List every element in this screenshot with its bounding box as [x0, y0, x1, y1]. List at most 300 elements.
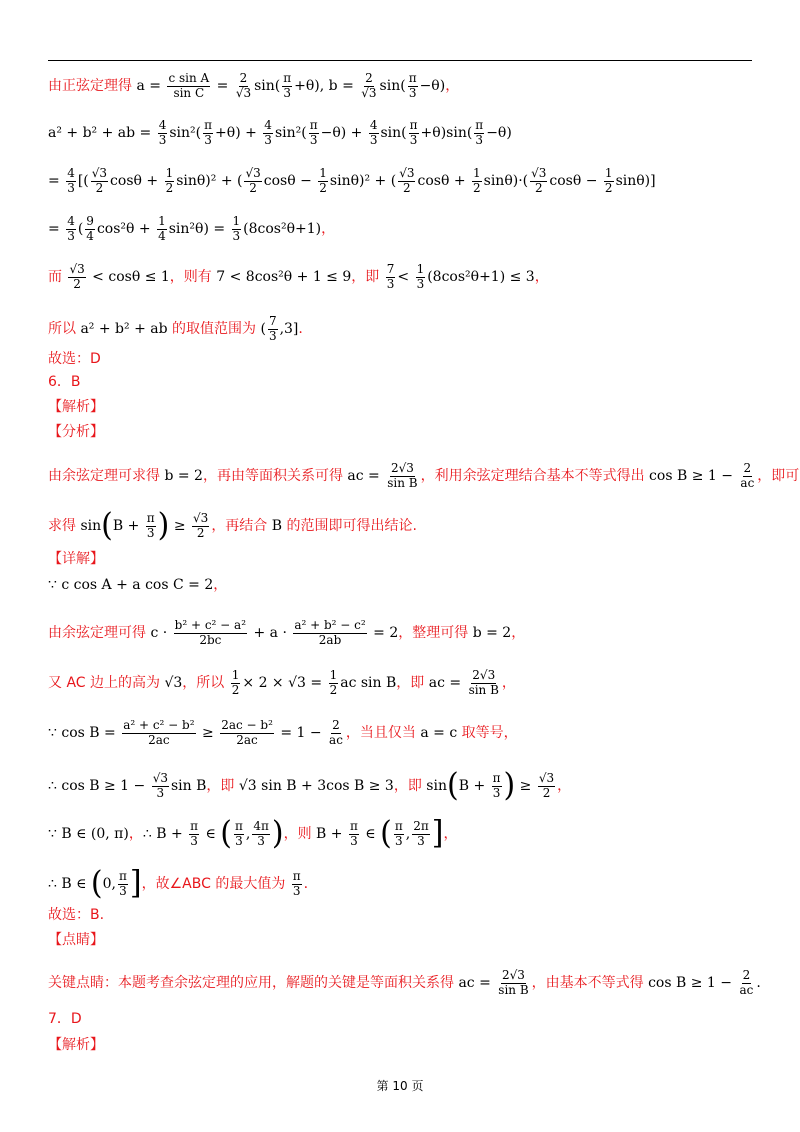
- fraction-numerator: π: [190, 818, 199, 833]
- explanation-text: ，则: [283, 825, 317, 842]
- math-expression: +θ)sin(: [420, 124, 473, 141]
- fraction-denominator: 2: [231, 682, 240, 697]
- big-bracket: ]: [431, 815, 444, 852]
- text-line: [48, 669, 516, 698]
- fraction-denominator: 3: [146, 525, 155, 540]
- fraction-numerator: π: [235, 818, 243, 833]
- math-expression: =: [48, 220, 65, 237]
- math-expression: B +: [316, 825, 347, 842]
- math-expression: −θ): [419, 77, 446, 94]
- fraction-denominator: 3: [292, 883, 301, 898]
- fraction-numerator: 9: [86, 214, 94, 228]
- fraction-denominator: 4: [158, 228, 166, 243]
- explanation-text: 由正弦定理得: [48, 77, 137, 94]
- fraction: [165, 167, 175, 196]
- fraction-denominator: 3: [204, 132, 212, 147]
- text-line: [48, 351, 101, 368]
- fraction-denominator: 3: [309, 132, 318, 147]
- fraction-denominator: 2bc: [199, 632, 222, 647]
- math-expression: a = c: [420, 724, 458, 741]
- fraction-denominator: 2: [95, 180, 104, 195]
- explanation-text: ，即可: [757, 467, 800, 484]
- math-expression: √3: [164, 674, 183, 691]
- text-line: [48, 932, 104, 949]
- explanation-text: ，: [443, 825, 458, 842]
- fraction-numerator: 1: [473, 166, 481, 180]
- math-expression: cos²θ +: [96, 220, 156, 237]
- fraction-numerator: a² + c² − b²: [123, 718, 195, 732]
- fraction: [232, 215, 242, 244]
- fraction: [360, 72, 377, 101]
- fraction-denominator: 3: [190, 833, 198, 848]
- fraction-numerator: 1: [416, 262, 425, 276]
- fraction: [252, 820, 270, 849]
- fraction-numerator: 4π: [253, 818, 269, 833]
- explanation-text: ，: [501, 674, 516, 691]
- fraction-denominator: 2: [473, 180, 481, 195]
- math-expression: ac =: [428, 674, 466, 691]
- fraction-numerator: π: [146, 510, 155, 525]
- math-expression: −θ): [486, 124, 512, 141]
- explanation-text: 【分析】: [48, 424, 104, 440]
- math-expression: ∈: [201, 825, 221, 842]
- math-expression: = 1 −: [275, 724, 327, 741]
- math-expression: B +: [112, 517, 144, 534]
- explanation-text: 6．B: [48, 374, 81, 390]
- text-line: [48, 374, 81, 391]
- fraction-denominator: ac: [740, 475, 755, 490]
- math-expression: sin(: [380, 124, 407, 141]
- math-expression: cosθ −: [263, 172, 317, 189]
- fraction-numerator: π: [283, 71, 292, 85]
- math-expression: sin: [426, 777, 447, 794]
- fraction-numerator: 1: [329, 668, 338, 682]
- explanation-text: 故选：B.: [48, 907, 105, 923]
- fraction-denominator: 2: [73, 276, 81, 291]
- fraction: [416, 263, 426, 292]
- math-expression: =: [48, 172, 65, 189]
- fraction-numerator: √3: [531, 166, 547, 180]
- fraction-numerator: 1: [158, 214, 166, 228]
- fraction: [234, 820, 244, 849]
- explanation-text: 7．D: [48, 1011, 82, 1027]
- fraction: [263, 119, 273, 148]
- fraction-numerator: 2: [742, 968, 751, 982]
- fraction: [369, 119, 379, 148]
- fraction: [409, 119, 419, 148]
- fraction: [309, 119, 319, 148]
- fraction-denominator: sin B: [387, 475, 418, 490]
- math-expression: + a ·: [249, 624, 292, 641]
- math-expression: (8cos²θ+1) ≤ 3: [427, 268, 535, 285]
- fraction: [203, 119, 213, 148]
- fraction: [189, 820, 199, 849]
- text-line: [48, 399, 104, 416]
- header-rule: [48, 60, 752, 61]
- big-bracket: ): [503, 767, 516, 804]
- explanation-text: ，: [557, 777, 572, 794]
- text-line: [48, 167, 656, 196]
- fraction: [349, 820, 359, 849]
- fraction-denominator: 3: [156, 785, 165, 800]
- explanation-text: 关键点睛：本题考查余弦定理的应用，解题的关键是等面积关系得: [48, 974, 459, 991]
- fraction-denominator: 3: [409, 132, 418, 147]
- fraction-denominator: 3: [475, 132, 484, 147]
- text-line: [48, 215, 335, 244]
- fraction-numerator: c sin A: [168, 71, 210, 85]
- fraction: [158, 119, 168, 148]
- fraction-numerator: √3: [69, 262, 85, 276]
- fraction-numerator: √3: [538, 770, 555, 785]
- text-line: [48, 462, 799, 491]
- math-expression: 0,: [102, 875, 116, 892]
- fraction-denominator: 2: [542, 785, 551, 800]
- fraction-denominator: 2ab: [318, 632, 342, 647]
- explanation-text: 【详解】: [48, 551, 104, 567]
- fraction-numerator: π: [408, 71, 417, 85]
- math-expression: (: [260, 320, 266, 337]
- fraction: [329, 669, 339, 698]
- fraction-numerator: √3: [91, 166, 108, 180]
- fraction-numerator: 4: [67, 166, 75, 180]
- fraction-numerator: 1: [231, 668, 240, 682]
- fraction-numerator: √3: [399, 166, 415, 180]
- math-expression: ac =: [458, 974, 496, 991]
- math-expression: < cosθ ≤ 1: [87, 268, 170, 285]
- math-expression: a² + b² + ab =: [48, 124, 156, 141]
- fraction-denominator: 2: [249, 180, 257, 195]
- explanation-text: 的取值范围为: [167, 320, 261, 337]
- page-number: 第 10 页: [376, 1079, 424, 1093]
- math-expression: .: [756, 974, 761, 991]
- fraction-denominator: 3: [386, 276, 395, 291]
- fraction-denominator: √3: [235, 85, 252, 100]
- explanation-text: ，即: [396, 674, 429, 691]
- text-line: [48, 969, 761, 998]
- fraction: [492, 772, 502, 801]
- math-expression: sinθ)² + (: [329, 172, 397, 189]
- fraction-numerator: π: [309, 118, 318, 132]
- fraction-numerator: π: [394, 818, 403, 833]
- fraction-numerator: 2: [743, 461, 752, 475]
- fraction-numerator: π: [492, 770, 501, 785]
- math-expression: B: [271, 517, 283, 534]
- fraction-denominator: ac: [329, 732, 343, 747]
- explanation-text: ，再由等面积关系可得: [202, 467, 348, 484]
- explanation-text: ，整理可得: [398, 624, 473, 641]
- text-line: [48, 815, 458, 852]
- math-expression: a² + b² + ab: [80, 320, 168, 337]
- fraction-numerator: 2√3: [472, 668, 496, 682]
- fraction: [468, 669, 500, 698]
- math-expression: =: [212, 77, 233, 94]
- fraction: [118, 870, 128, 899]
- fraction-denominator: 3: [235, 833, 243, 848]
- math-expression: cosθ +: [110, 172, 163, 189]
- explanation-text: ，所以: [182, 674, 229, 691]
- fraction: [293, 619, 366, 648]
- fraction-denominator: 3: [232, 228, 241, 243]
- fraction-denominator: 2ac: [148, 732, 170, 747]
- fraction: [497, 969, 529, 998]
- math-expression: (: [77, 220, 84, 237]
- math-expression: c ·: [150, 624, 172, 641]
- fraction: [91, 167, 108, 196]
- explanation-text: ，当且仅当: [345, 724, 421, 741]
- fraction: [604, 167, 614, 196]
- big-bracket: ]: [129, 865, 142, 902]
- fraction-denominator: 2: [534, 180, 543, 195]
- explanation-text: ，: [511, 624, 526, 641]
- fraction-denominator: 3: [417, 833, 425, 848]
- fraction-numerator: 1: [604, 166, 613, 180]
- fraction-numerator: √3: [193, 510, 209, 525]
- math-expression: [(: [77, 172, 89, 189]
- explanation-text: 的范围即可得出结论.: [282, 517, 417, 534]
- fraction-denominator: sin B: [468, 682, 499, 697]
- explanation-text: 【解析】: [48, 1037, 104, 1053]
- fraction-numerator: 2ac − b²: [221, 718, 273, 732]
- math-expression: ∴ B +: [142, 825, 188, 842]
- fraction-numerator: π: [409, 118, 418, 132]
- fraction-denominator: 3: [119, 883, 127, 898]
- fraction: [739, 462, 755, 491]
- math-expression: sinθ)·(: [483, 172, 529, 189]
- math-expression: <: [397, 268, 414, 285]
- math-expression: ≥: [169, 517, 191, 534]
- math-expression: sinθ)]: [615, 172, 656, 189]
- explanation-text: ，再结合: [211, 517, 272, 534]
- math-expression: sin(: [254, 77, 281, 94]
- math-expression: b = 2: [472, 624, 512, 641]
- fraction-numerator: √3: [152, 770, 168, 785]
- fraction-numerator: 2√3: [502, 968, 525, 982]
- math-expression: 7 < 8cos²θ + 1 ≤ 9: [216, 268, 352, 285]
- fraction-numerator: π: [475, 118, 484, 132]
- fraction-numerator: 1: [165, 166, 174, 180]
- math-expression: ≥: [197, 724, 219, 741]
- fraction: [68, 263, 85, 292]
- explanation-text: ，: [213, 577, 228, 593]
- explanation-text: 而: [48, 268, 67, 285]
- fraction-numerator: 7: [268, 314, 277, 328]
- fraction-denominator: 3: [408, 85, 417, 100]
- math-expression: ∵ c cos A + a cos C = 2: [48, 577, 214, 593]
- fraction-denominator: 3: [257, 833, 265, 848]
- fraction-denominator: 3: [67, 180, 75, 195]
- fraction-numerator: b² + c² − a²: [174, 618, 247, 632]
- fraction-denominator: 4: [86, 228, 94, 243]
- fraction: [122, 719, 195, 748]
- text-line: [48, 619, 525, 648]
- big-bracket: (: [90, 865, 103, 902]
- fraction: [235, 72, 252, 101]
- fraction-numerator: 4: [158, 118, 167, 132]
- math-expression: √3 sin B + 3cos B ≥ 3: [238, 777, 394, 794]
- math-expression: (8cos²θ+1): [243, 220, 322, 237]
- fraction: [66, 167, 76, 196]
- explanation-text: ，即: [206, 777, 239, 794]
- math-expression: a =: [136, 77, 166, 94]
- explanation-text: 【解析】: [48, 399, 104, 415]
- fraction: [538, 772, 555, 801]
- text-line: [48, 767, 572, 804]
- fraction-denominator: 2: [329, 682, 338, 697]
- explanation-text: ，由基本不等式得: [531, 974, 649, 991]
- fraction-numerator: 2: [332, 718, 340, 732]
- explanation-text: ，: [128, 825, 143, 842]
- explanation-text: ，: [445, 77, 460, 94]
- text-line: [48, 1011, 82, 1028]
- math-expression: sin²(: [274, 124, 307, 141]
- math-expression: sin B: [171, 777, 207, 794]
- fraction: [394, 820, 404, 849]
- fraction-denominator: 2: [196, 525, 205, 540]
- math-expression: ≥: [515, 777, 536, 794]
- math-expression: ac =: [347, 467, 385, 484]
- fraction-numerator: √3: [245, 166, 261, 180]
- math-expression: = 2: [368, 624, 399, 641]
- fraction-numerator: 4: [264, 118, 272, 132]
- fraction: [386, 263, 396, 292]
- explanation-text: 由余弦定理可求得: [48, 467, 165, 484]
- fraction: [157, 215, 167, 244]
- math-expression: cos B ≥ 1 −: [648, 974, 737, 991]
- big-bracket: (: [220, 815, 232, 852]
- math-expression: ∴ B ∈: [48, 875, 91, 892]
- math-expression: ,: [245, 825, 251, 842]
- fraction: [85, 215, 95, 244]
- explanation-text: 取等号，: [457, 724, 518, 741]
- fraction: [530, 167, 547, 196]
- text-line: [48, 119, 512, 148]
- fraction-denominator: 3: [283, 85, 292, 100]
- big-bracket: ): [271, 815, 284, 852]
- math-expression: +θ), b =: [294, 77, 359, 94]
- fraction-denominator: 3: [158, 132, 167, 147]
- fraction-denominator: sin C: [173, 85, 205, 100]
- fraction-numerator: 2√3: [390, 461, 414, 475]
- fraction: [282, 72, 292, 101]
- fraction: [167, 72, 210, 101]
- fraction: [146, 512, 156, 541]
- fraction: [318, 167, 328, 196]
- explanation-text: ，即: [351, 268, 384, 285]
- fraction-denominator: 2: [319, 180, 327, 195]
- big-bracket: (: [101, 507, 113, 544]
- math-expression: ∵ cos B =: [48, 724, 121, 741]
- fraction-numerator: 4: [369, 118, 378, 132]
- fraction-denominator: 2: [165, 180, 174, 195]
- text-line: [48, 1037, 104, 1054]
- fraction: [474, 119, 484, 148]
- explanation-text: 【点睛】: [48, 932, 104, 948]
- fraction-numerator: π: [204, 118, 213, 132]
- math-expression: sin: [80, 517, 102, 534]
- big-bracket: ): [157, 507, 170, 544]
- text-line: [48, 315, 303, 344]
- text-line: [48, 907, 104, 924]
- fraction: [292, 870, 302, 899]
- fraction-denominator: 3: [268, 328, 277, 343]
- fraction: [398, 167, 415, 196]
- fraction: [192, 512, 209, 541]
- text-line: [48, 72, 459, 101]
- math-expression: sin²(: [169, 124, 202, 141]
- fraction-denominator: 3: [67, 228, 75, 243]
- math-expression: × 2 × √3 =: [242, 674, 327, 691]
- fraction-numerator: 4: [67, 214, 75, 228]
- fraction: [152, 772, 169, 801]
- fraction-numerator: 1: [319, 166, 327, 180]
- fraction-numerator: 7: [386, 262, 395, 276]
- text-line: [48, 507, 417, 544]
- text-line: [48, 719, 518, 748]
- fraction-denominator: 3: [264, 132, 272, 147]
- explanation-text: .: [298, 320, 303, 337]
- fraction: [231, 669, 241, 698]
- explanation-text: ，利用余弦定理结合基本不等式得出: [420, 467, 650, 484]
- fraction: [386, 462, 418, 491]
- text-line: [48, 424, 104, 441]
- fraction-numerator: a² + b² − c²: [294, 618, 366, 632]
- fraction: [408, 72, 418, 101]
- explanation-text: .: [303, 875, 309, 892]
- fraction-denominator: ac: [739, 982, 754, 997]
- fraction-denominator: sin B: [498, 982, 529, 997]
- fraction-denominator: 2ac: [236, 732, 258, 747]
- math-expression: ∈: [360, 825, 381, 842]
- math-expression: cosθ +: [417, 172, 470, 189]
- fraction-numerator: 1: [232, 214, 241, 228]
- fraction: [66, 215, 76, 244]
- math-expression: cos B ≥ 1 −: [649, 467, 738, 484]
- explanation-text: 由余弦定理可得: [48, 624, 151, 641]
- explanation-text: ，则有: [169, 268, 217, 285]
- fraction-denominator: √3: [361, 85, 377, 100]
- fraction: [328, 719, 344, 748]
- fraction-numerator: 2: [239, 71, 248, 85]
- fraction: [268, 315, 278, 344]
- math-expression: sin(: [379, 77, 406, 94]
- explanation-text: 故选：D: [48, 351, 101, 367]
- math-expression: +θ) +: [215, 124, 262, 141]
- fraction-denominator: 2: [604, 180, 613, 195]
- explanation-text: ，即: [393, 777, 427, 794]
- fraction-denominator: 3: [394, 833, 403, 848]
- fraction-denominator: 3: [416, 276, 425, 291]
- text-line: [48, 865, 309, 902]
- math-expression: sinθ)² + (: [176, 172, 243, 189]
- fraction: [472, 167, 482, 196]
- math-expression: ∴ cos B ≥ 1 −: [48, 777, 150, 794]
- explanation-text: ，故∠ABC 的最大值为: [141, 875, 290, 892]
- math-expression: −θ) +: [320, 124, 367, 141]
- math-expression: ,: [405, 825, 411, 842]
- text-line: [48, 551, 104, 568]
- fraction-numerator: π: [119, 868, 127, 883]
- fraction-numerator: π: [349, 818, 358, 833]
- fraction-denominator: 2: [403, 180, 411, 195]
- explanation-text: 求得: [48, 517, 81, 534]
- explanation-text: 又 AC 边上的高为: [48, 674, 165, 691]
- fraction: [174, 619, 247, 648]
- big-bracket: (: [446, 767, 459, 804]
- text-line: [48, 577, 227, 594]
- math-expression: ∵ B ∈ (0, π): [48, 825, 129, 842]
- fraction-denominator: 3: [350, 833, 358, 848]
- math-expression: sin²θ) =: [168, 220, 230, 237]
